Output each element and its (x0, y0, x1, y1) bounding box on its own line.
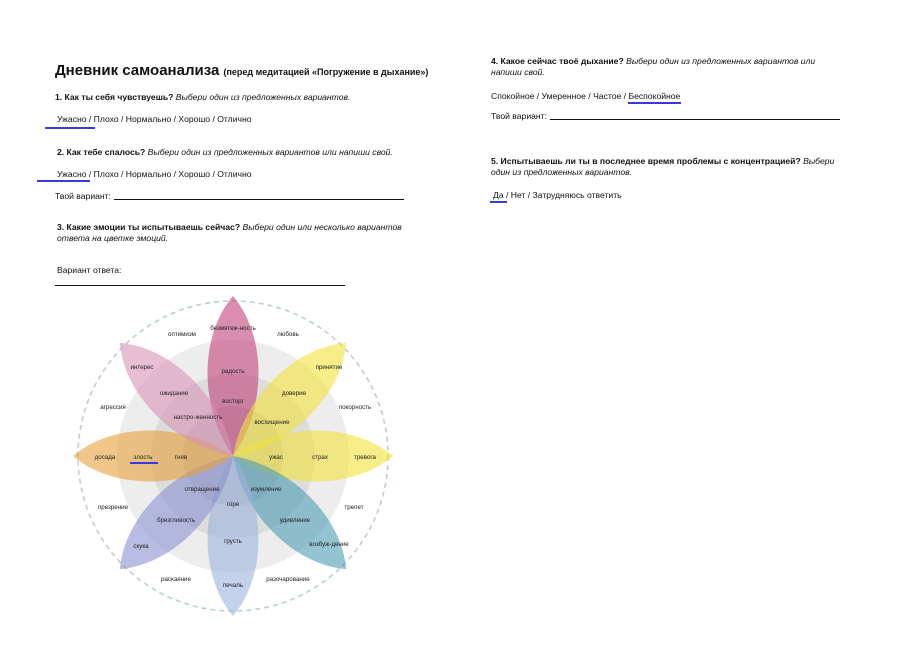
emotion-label[interactable]: грусть (224, 538, 242, 545)
question-4 (491, 56, 815, 78)
question-3-text: 3. Какие эмоции ты испытываешь сейчас? (57, 222, 241, 232)
emotion-label[interactable]: тревога (354, 454, 376, 461)
emotion-label[interactable]: брезгливость (156, 517, 196, 524)
question-2 (57, 147, 393, 158)
emotion-label[interactable]: скука (133, 543, 149, 550)
dyad-label[interactable]: агрессия (100, 404, 126, 411)
question-2-options[interactable]: Ужасно / Плохо / Нормально / Хорошо / Отлично (57, 169, 252, 179)
question-3-answer-line[interactable] (55, 285, 345, 286)
question-4-text: 4. Какое сейчас твоё дыхание? (491, 56, 624, 66)
question-4-own-answer-line[interactable] (550, 119, 840, 120)
question-4-hint: Выбери один из предложенных вариантов или (626, 56, 816, 66)
dyad-label[interactable]: любовь (277, 331, 299, 338)
emotion-label[interactable]: безмятеж-ность (210, 325, 256, 332)
page-title (55, 62, 428, 79)
dyad-label[interactable]: презрение (97, 504, 129, 511)
emotion-label[interactable]: настро-женность (173, 414, 223, 421)
emotion-label[interactable]: возбуж-дение (309, 541, 349, 548)
emotion-label[interactable]: удивление (279, 517, 311, 524)
question-3-hint-2: ответа на цветке эмоций. (57, 233, 169, 243)
question-1-hint: Выбери один из предложенных вариантов. (175, 92, 351, 102)
emotion-label[interactable]: восторг (222, 398, 244, 405)
emotion-label[interactable]: радость (221, 368, 245, 375)
question-3-answer-label: Вариант ответа: (57, 265, 122, 275)
emotion-wheel-petals (73, 296, 393, 616)
emotion-label[interactable]: восхищение (254, 419, 290, 426)
emotion-label[interactable]: ожидание (159, 390, 189, 397)
question-5-selection-mark (490, 201, 507, 203)
question-1-text: 1. Как ты себя чувствуешь? (55, 92, 174, 102)
question-5-hint: Выбери (803, 156, 835, 166)
dyad-label[interactable]: раскаяние (161, 576, 191, 583)
question-1 (55, 92, 350, 103)
emotion-label[interactable]: интерес (130, 364, 154, 371)
question-5 (491, 156, 834, 178)
emotion-label[interactable]: доверие (281, 390, 307, 397)
question-1-options[interactable]: Ужасно / Плохо / Нормально / Хорошо / Отлично (57, 114, 252, 124)
emotion-label[interactable]: печаль (222, 582, 244, 589)
question-4-hint-2: напиши свой. (491, 67, 545, 77)
question-4-own-label: Твой вариант: (491, 111, 547, 121)
emotion-label[interactable]: ужас (269, 454, 283, 461)
question-5-text: 5. Испытываешь ли ты в последнее время проблемы с концентрацией? (491, 156, 801, 166)
question-3-hint: Выбери один или несколько вариантов (242, 222, 402, 232)
question-2-text: 2. Как тебе спалось? (57, 147, 146, 157)
dyad-label[interactable]: оптимизм (168, 331, 196, 338)
emotion-wheel (70, 296, 400, 616)
question-4-selection-mark (628, 102, 681, 104)
question-4-options[interactable]: Спокойное / Умеренное / Частое / Беспокойное (491, 91, 681, 101)
dyad-label[interactable]: трепет (344, 504, 364, 511)
question-3 (57, 222, 402, 244)
question-2-own-label: Твой вариант: (55, 191, 111, 201)
emotion-label[interactable]: изумление (250, 486, 282, 493)
question-5-hint-2: один из предложенных вариантов. (491, 167, 632, 177)
title-text: Дневник самоанализа (55, 62, 220, 79)
question-1-selection-mark (45, 127, 95, 129)
emotion-label[interactable]: горе (226, 501, 240, 508)
emotion-label[interactable]: страх (312, 454, 328, 461)
emotion-label[interactable]: гнев (174, 454, 188, 461)
question-2-hint: Выбери один из предложенных вариантов или напиши свой. (147, 147, 393, 157)
emotion-label[interactable]: отвращение (184, 486, 220, 493)
question-2-selection-mark (37, 180, 90, 182)
emotion-label[interactable]: принятие (315, 364, 343, 371)
dyad-label[interactable]: покорность (338, 404, 372, 411)
emotion-label[interactable]: злость (133, 454, 153, 461)
emotion-label[interactable]: досада (94, 454, 116, 461)
question-2-own-answer-line[interactable] (114, 199, 404, 200)
title-subtitle: (перед медитацией «Погружение в дыхание») (223, 67, 429, 77)
question-5-options[interactable]: Да / Нет / Затрудняюсь ответить (493, 190, 622, 200)
dyad-label[interactable]: разочарование (266, 576, 310, 583)
